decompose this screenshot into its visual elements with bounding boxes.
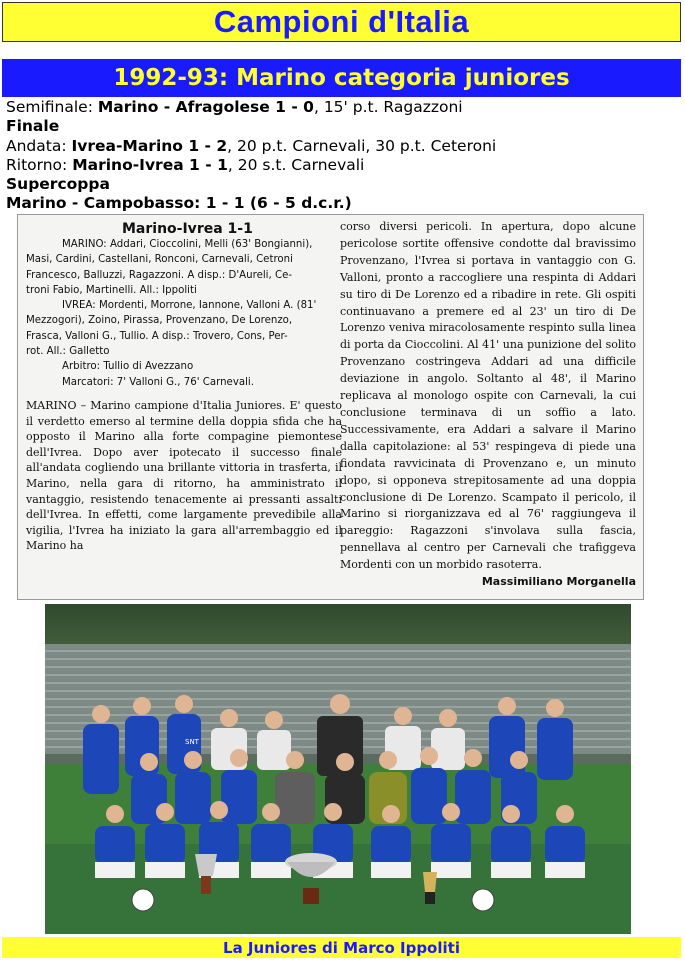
photo-caption: La Juniores di Marco Ippoliti [223,938,460,957]
andata-label: Andata: [6,136,67,155]
lineup-line: Francesco, Balluzzi, Ragazzoni. A disp.: D'Aureli, Ce- [26,269,293,281]
lineup-line: Mezzogori), Zoino, Pirassa, Provenzano, De Lorenzo, [26,315,293,327]
article-author: Massimiliano Morganella [481,575,636,589]
lineup-line: Masi, Cardini, Castellani, Ronconi, Carnevali, Cetroni [26,254,293,266]
season-banner [2,59,681,97]
jersey-sponsor: SNT [185,738,199,746]
lineup-line: troni Fabio, Martinelli. All.: Ippoliti [26,284,197,296]
ritorno-match: Marino-Ivrea 1 - 1 [72,155,228,174]
ritorno-line [6,156,681,175]
team-photo-illustration [45,604,631,934]
clipping-title: Marino-Ivrea 1-1 [122,221,253,237]
referee-line: Arbitro: Tullio di Avezzano [62,361,194,373]
caption-banner [2,937,681,958]
ritorno-detail: , 20 s.t. Carnevali [227,155,365,174]
andata-line [6,137,681,156]
lineup-line: rot. All.: Galletto [26,346,110,358]
lineup-block [26,237,342,390]
page-title: Campioni d'Italia [213,4,470,39]
lineup-line: Frasca, Valloni G., Tullio. A disp.: Trovero, Cons, Per- [26,330,288,342]
final-label: Finale [6,117,60,136]
ritorno-label: Ritorno: [6,155,68,174]
supercoppa-match: Marino - Campobasso: 1 - 1 (6 - 5 d.c.r.) [6,194,352,213]
supercoppa-label: Supercoppa [6,175,110,194]
clipping-left-column [26,221,342,554]
semifinal-label: Semifinale: [6,98,93,116]
semifinal-detail: , 15' p.t. Ragazzoni [313,98,463,116]
article-body-right: corso diversi pericoli. In apertura, dopo alcune pericolose sortite offensive condotte dal bravissimo Provenzano, l'Ivrea si portava in vantaggio con G. Valloni, pronto a raccogliere una respinta di Addari su tiro di De Lorenzo ed a ribadire in rete. Gli ospiti continuavano a premere ed al 23' un tiro di De Lorenzo veniva miracolosamente respinto sulla linea di porta da Cioccolini. Al 41' una punizione del solito Provenzano costringeva Addari ad una difficile deviazione in angolo. Soltanto al 48', il Marino replicava al monologo ospite con Carnevali, la cui conclusione terminava di un soffio a lato. Successivamente, era Addari a salvare il Marino dalla capitolazione: al 53' respingeva di piede una fiondata ravvicinata di Provenzano e, un minuto dopo, si opponeva strepitosamente ad una doppia conclusione di De Lorenzo. Scampato il pericolo, il Marino si riorganizzava ed al 76' raggiungeva il pareggio: Ragazzoni s'involava sulla fascia, pennellava al centro per Carnevali che trafiggeva Mordenti con un morbido rasoterra. [340,220,636,572]
header-banner [2,2,681,42]
scorers-line: Marcatori: 7' Valloni G., 76' Carnevali. [62,376,254,388]
front-row [95,801,585,878]
andata-match: Ivrea-Marino 1 - 2 [71,136,228,155]
clipping-right-column [340,219,636,591]
lineup-line: IVREA: Mordenti, Morrone, Iannone, Valloni A. (81' [62,300,317,312]
results-block [6,98,681,214]
article-body-left: MARINO – Marino campione d'Italia Juniores. E' questo il verdetto emerso al termine della doppia sfida che ha opposto il Marino alla forte compagine piemontese dell'Ivrea. Dopo aver ipotecato il successo finale all'andata cogliendo una brillante vittoria in trasferta, il Marino, nella gara di ritorno, ha amministrato il vantaggio, resistendo tenacemente ai pressanti assalti dell'Ivrea. In effetti, come largamente prevedibile alla vigilia, l'Ivrea ha iniziato la gara all'arrembaggio ed il Marino ha [26,398,342,553]
season-title: 1992-93: Marino categoria juniores [113,65,570,91]
semifinal-match: Marino - Afragolese 1 - 0 [97,98,314,116]
newspaper-clipping [17,214,644,600]
semifinal-line [6,98,681,117]
andata-detail: , 20 p.t. Carnevali, 30 p.t. Ceteroni [227,136,497,155]
lineup-line: MARINO: Addari, Cioccolini, Melli (63' Bongianni), [62,239,313,250]
team-photo [45,604,631,934]
